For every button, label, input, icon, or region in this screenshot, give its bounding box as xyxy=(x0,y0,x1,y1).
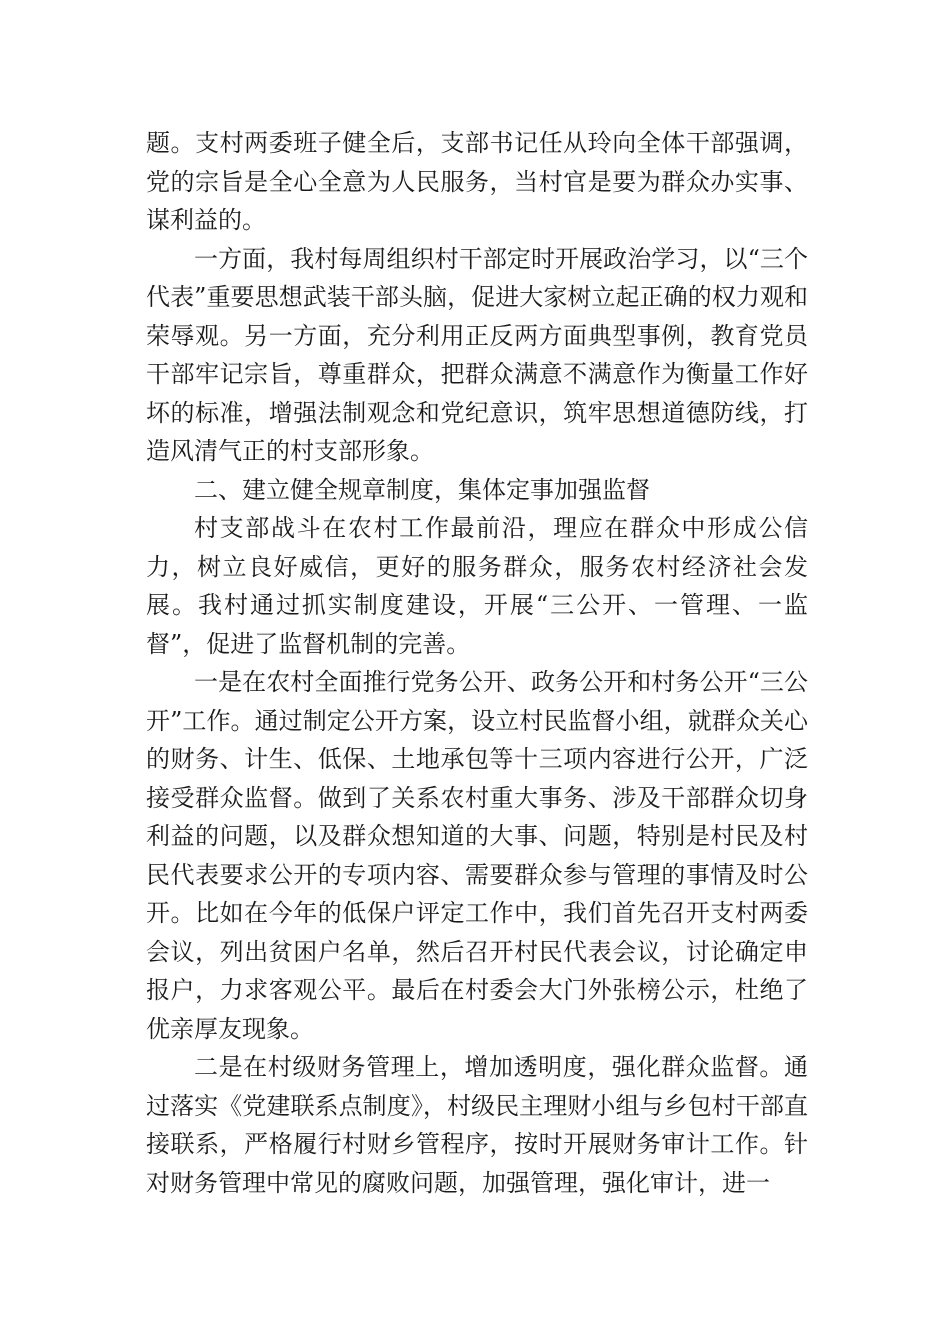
section-heading-rules: 二、建立健全规章制度，集体定事加强监督 xyxy=(194,475,650,504)
paragraph-supervision-mechanism: 村支部战斗在农村工作最前沿，理应在群众中形成公信力，树立良好威信，更好的服务群众，服务农村经济社会发展。我村通过抓实制度建设，开展“三公开、一管理、一监督”，促进了监督机制的完善。 xyxy=(146,514,808,658)
paragraph-three-openness: 一是在农村全面推行党务公开、政务公开和村务公开“三公开”工作。通过制定公开方案，设立村民监督小组，就群众关心的财务、计生、低保、土地承包等十三项内容进行公开，广泛接受群众监督。做到了关系农村重大事务、涉及干部群众切身利益的问题，以及群众想知道的大事、问题，特别是村民及村民代表要求公开的专项内容、需要群众参与管理的事情及时公开。比如在今年的低保户评定工作中，我们首先召开支村两委会议，列出贫困户名单，然后召开村民代表会议，讨论确定申报户，力求客观公平。最后在村委会大门外张榜公示，杜绝了优亲厚友现象。 xyxy=(146,668,808,1043)
paragraph-continuation: 题。支村两委班子健全后，支部书记任从玲向全体干部强调，党的宗旨是全心全意为人民服务，当村官是要为群众办实事、谋利益的。 xyxy=(146,129,808,234)
paragraph-financial-management: 二是在村级财务管理上，增加透明度，强化群众监督。通过落实《党建联系点制度》，村级民主理财小组与乡包村干部直接联系，严格履行村财乡管程序，按时开展财务审计工作。针对财务管理中常见的腐败问题，加强管理，强化审计，进一 xyxy=(146,1053,808,1197)
document-body xyxy=(146,124,808,1202)
paragraph-political-study: 一方面，我村每周组织村干部定时开展政治学习，以“三个代表”重要思想武装干部头脑，促进大家树立起正确的权力观和荣辱观。另一方面，充分利用正反两方面典型事例，教育党员干部牢记宗旨，尊重群众，把群众满意不满意作为衡量工作好坏的标准，增强法制观念和党纪意识，筑牢思想道德防线，打造风清气正的村支部形象。 xyxy=(146,244,808,465)
